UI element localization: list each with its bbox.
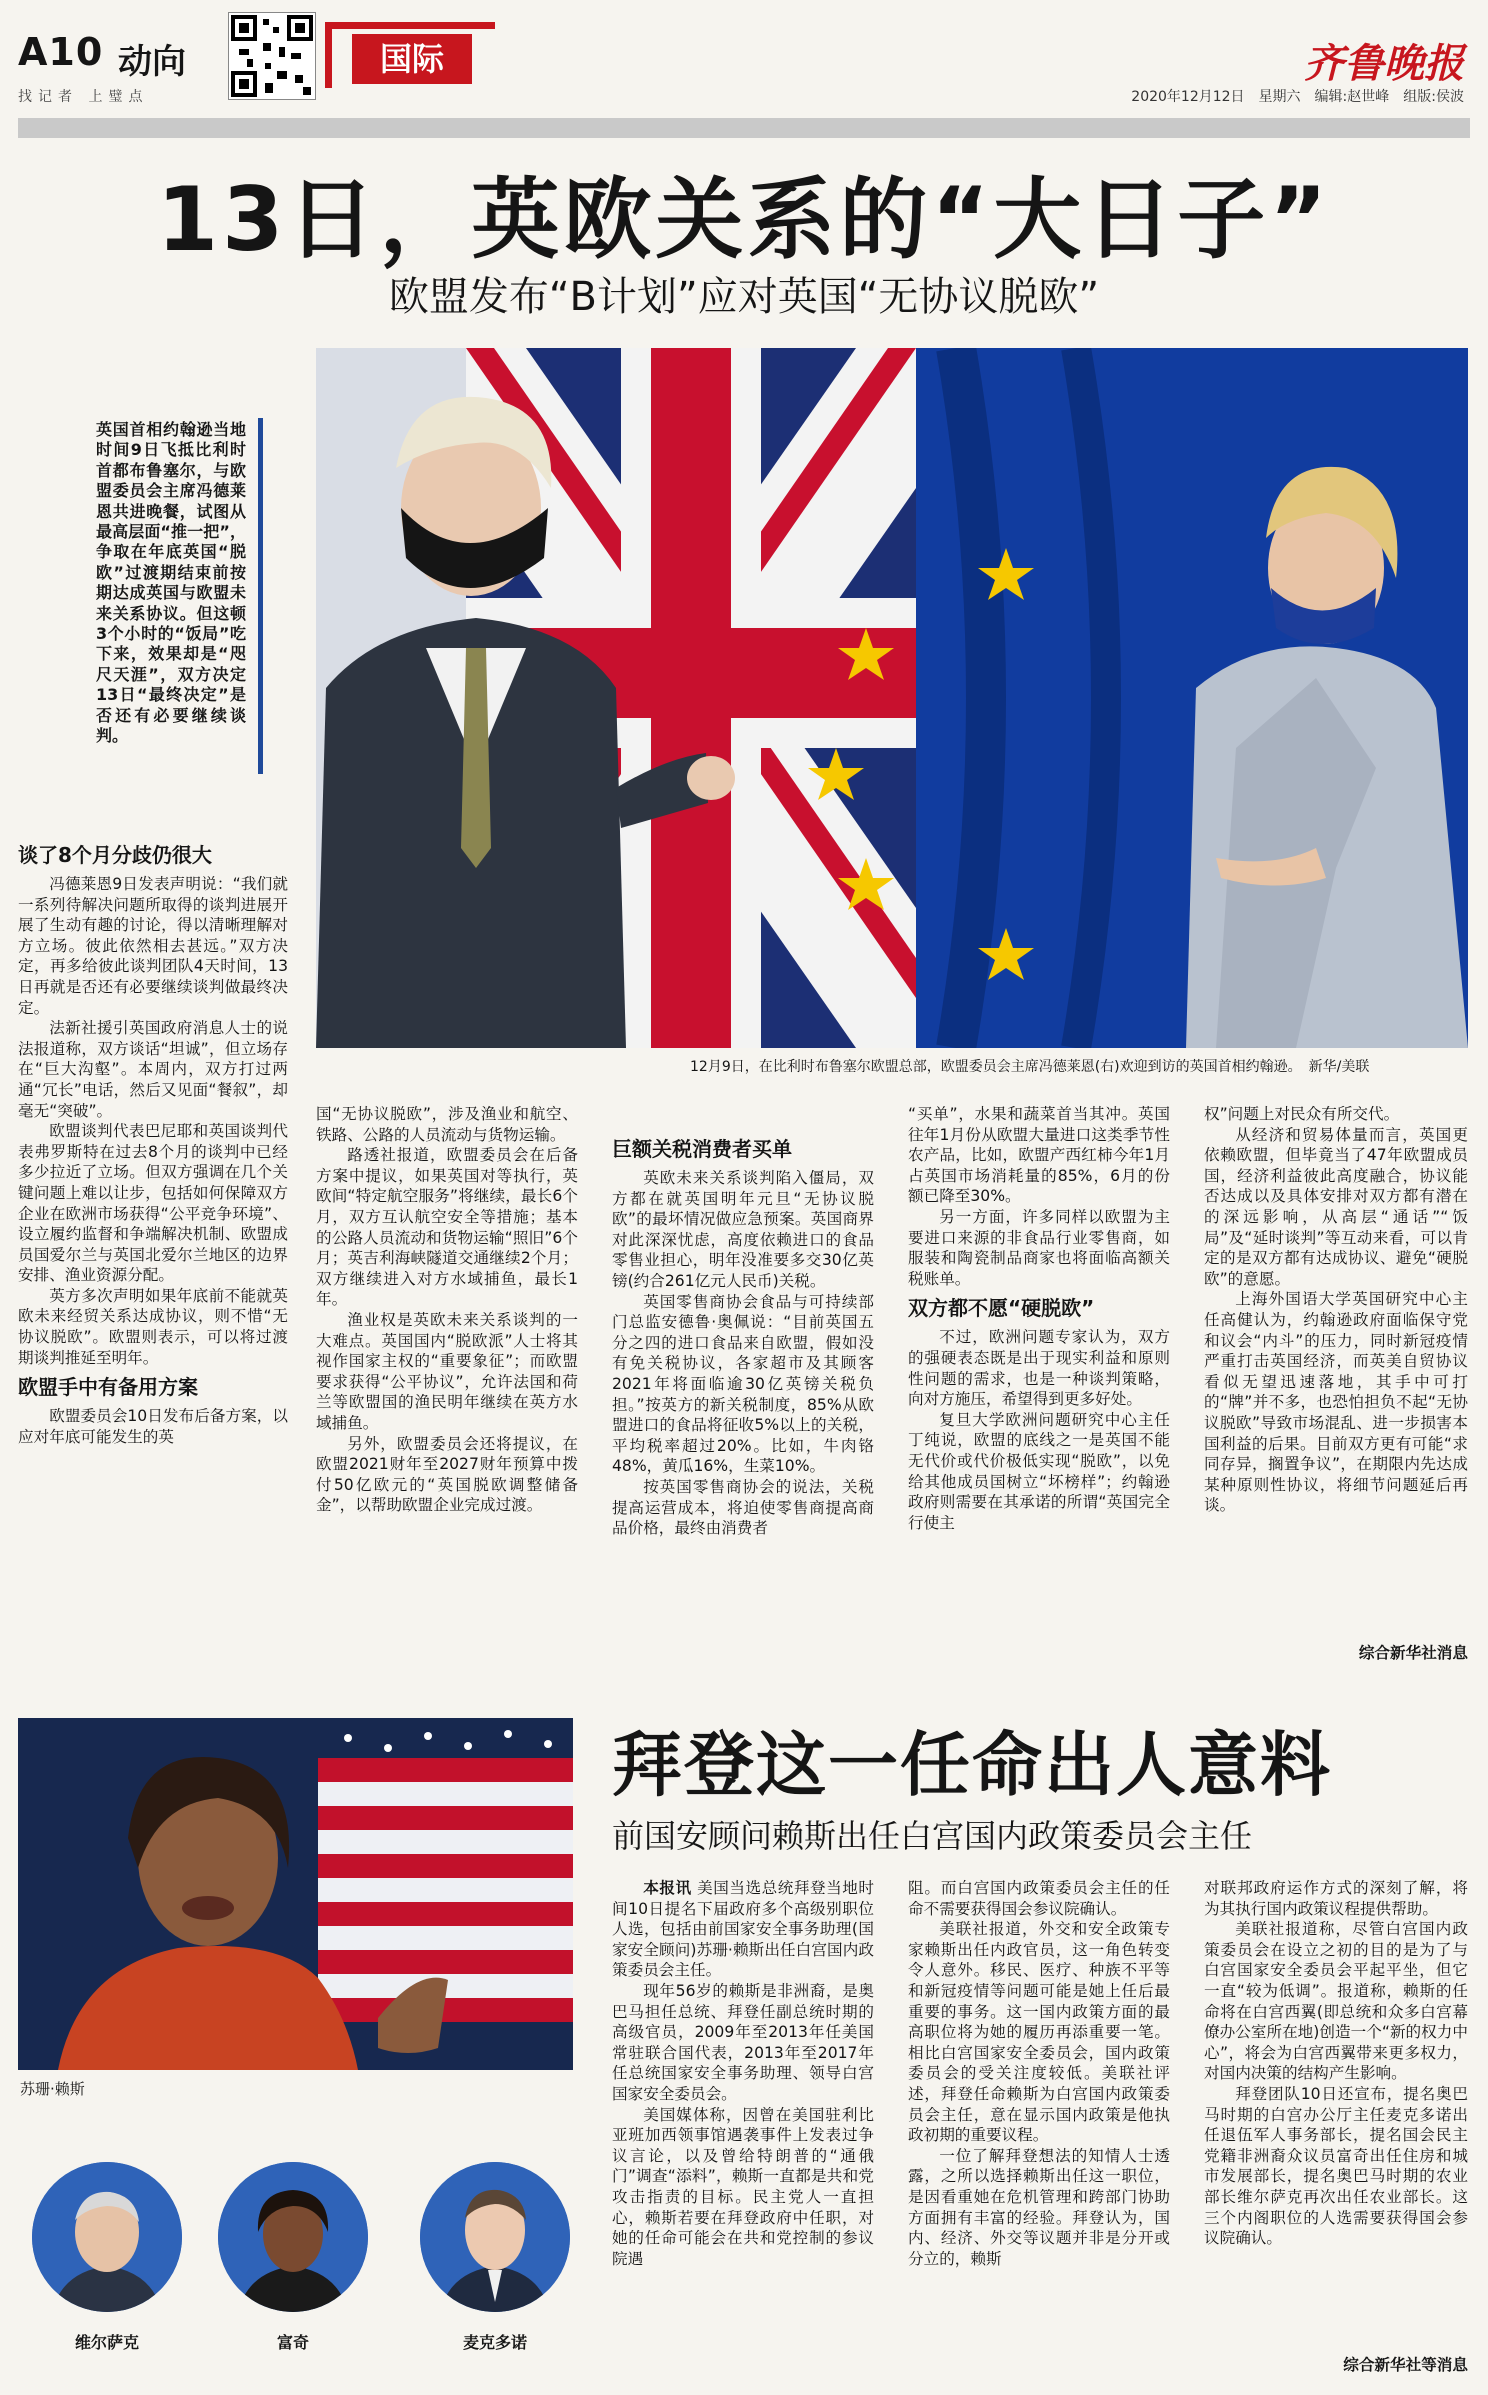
paragraph: 国“无协议脱欧”，涉及渔业和航空、铁路、公路的人员流动与货物运输。 [316,1105,578,1144]
portrait-fudge [218,2162,368,2312]
paragraph: 从经济和贸易体量而言，英国更依赖欧盟，但毕竟当了47年欧盟成员国，经济利益彼此高度融合，协议能否达成以及具体安排对双方都有潜在的深远影响，从高层“通话”“饭局”及“延时谈判”等互动来看，可以肯定的是双方都有达成协议、避免“硬脱欧”的意愿。 [1204,1125,1468,1288]
paragraph: 渔业权是英欧未来关系谈判的一大难点。英国国内“脱欧派”人士将其视作国家主权的“重要象征”；而欧盟要求获得“公平协议”，允许法国和荷兰等欧盟国的渔民明年继续在英方水域捕鱼。 [316,1310,578,1432]
portrait-name: 富奇 [276,2333,309,2352]
paragraph: 冯德莱恩9日发表声明说：“我们就一系列待解决问题所取得的谈判进展开展了生动有趣的讨论，得以清晰理解对方立场。彼此依然相去甚远。”双方决定，再多给彼此谈判团队4天时间，13日再就是否还有必要继续谈判做最终决定。 [18,875,288,1017]
story1-credit: 综合新华社消息 [1358,1644,1468,1663]
paragraph: 上海外国语大学英国研究中心主任高健认为，约翰逊政府面临保守党和议会“内斗”的压力，同时新冠疫情严重打击英国经济，而英美自贸协议看似无望迅速落地，其手中可打的“牌”并不多，也恐怕担负不起“无协议脱欧”导致市场混乱、进一步损害本国利益的后果。目前双方更有可能“求同存异，搁置争议”，在期限内先达成某种原则性协议，将细节问题延后再谈。 [1204,1290,1468,1515]
paragraph: 美联社报道称，尽管白宫国内政策委员会在设立之初的目的是为了与白宫国家安全委员会平起平坐，但它一直“较为低调”。报道称，赖斯的任命将在白宫西翼(即总统和众多白宫幕僚办公室所在地)创造一个“新的权力中心”，将会为白宫西翼带来更多权力，对国内决策的结构产生影响。 [1204,1920,1468,2083]
portrait-name: 麦克多诺 [462,2333,527,2352]
story1-photo-caption: 12月9日，在比利时布鲁塞尔欧盟总部，欧盟委员会主席冯德莱恩(右)欢迎到访的英国首相约翰逊。 新华/美联 [690,1059,1370,1075]
portrait-name: 维尔萨克 [74,2333,139,2352]
subheading: 双方都不愿“硬脱欧” [908,1296,1095,1321]
issue-meta: 2020年12月12日 星期六 编辑:赵世峰 组版:侯波 [1131,89,1464,105]
story1-headline: 13日，英欧关系的“大日子” [156,168,1332,271]
subheading: 欧盟手中有备用方案 [18,1375,198,1400]
story2-photo [18,1718,573,2070]
paragraph: 路透社报道，欧盟委员会在后备方案中提议，如果英国对等执行，英欧间“特定航空服务”将继续，最长6个月，双方互认航空安全等措施；基本的公路人员流动和货物运输“照旧”6个月；英吉利海峡隧道交通继续2个月；双方继续进入对方水域捕鱼，最长1年。 [316,1146,578,1309]
subheading: 谈了8个月分歧仍很大 [18,843,212,867]
story1-column-3 [612,1130,874,1539]
tagline: 找记者 上璧点 [18,89,149,105]
story1-column-2 [316,1104,578,1516]
paragraph: 另一方面，许多同样以欧盟为主要进口来源的非食品行业零售商，如服装和陶瓷制品商家也将面临高额关税账单。 [908,1207,1170,1288]
paragraph: 英国零售商协会食品与可持续部门总监安德鲁·奥佩说：“目前英国五分之四的进口食品来自欧盟，假如没有免关税协议，各家超市及其顾客2021年将面临逾30亿英镑关税负担。”按英方的新关税制度，85%从欧盟进口的食品将征收5%以上的关税，平均税率超过20%。比如，牛肉铬48%，黄瓜16%，生菜10%。 [612,1292,874,1476]
lead-accent-bar [258,418,263,774]
story2-column-2 [908,1878,1170,2269]
dateline: 本报讯 [643,1879,692,1897]
paragraph: 复旦大学欧洲问题研究中心主任丁纯说，欧盟的底线之一是英国不能无代价或代价极低实现“脱欧”，以免给其他成员国树立“坏榜样”；约翰逊政府则需要在其承诺的所谓“英国完全行使主 [908,1410,1170,1532]
qr-code-icon [228,12,316,100]
page-number: A10 [18,30,104,74]
story2-subhead: 前国安顾问赖斯出任白宫国内政策委员会主任 [612,1817,1253,1855]
story2-credit: 综合新华社等消息 [1343,2356,1468,2375]
paragraph: 一位了解拜登想法的知情人士透露，之所以选择赖斯出任这一职位，是因看重她在危机管理和跨部门协助方面拥有丰富的经验。拜登认为，国内、经济、外交等议题并非是分开或分立的，赖斯 [908,2146,1170,2268]
section-tag: 国际 [352,34,472,84]
paragraph: 拜登团队10日还宣布，提名奥巴马时期的白宫办公厅主任麦克多诺出任退伍军人事务部长，提名国会民主党籍非洲裔众议员富奇出任住房和城市发展部长，提名奥巴马时期的农业部长维尔萨克再次出任农业部长。这三个内阁职位的人选需要获得国会参议院确认。 [1204,2084,1468,2248]
story1-photo [316,348,1468,1048]
story1-column-5 [1204,1104,1468,1664]
paragraph: 法新社援引英国政府消息人士的说法报道称，双方谈话“坦诚”，但立场存在“巨大沟壑”。本周内，双方打过两通“冗长”电话，然后又见面“餐叙”，却毫无“突破”。 [18,1019,288,1120]
paragraph: 另外，欧盟委员会还将提议，在欧盟2021财年至2027财年预算中拨付50亿欧元的“英国脱欧调整储备金”，以帮助欧盟企业完成过渡。 [316,1434,578,1515]
paragraph: 英方多次声明如果年底前不能就英欧未来经贸关系达成协议，则不惜“无协议脱欧”。欧盟则表示，可以将过渡期谈判推延至明年。 [18,1286,288,1367]
newspaper-logo: 齐鲁晚报 [1304,40,1464,87]
paragraph: 欧盟谈判代表巴尼耶和英国谈判代表弗罗斯特在过去8个月的谈判中已经多少拉近了立场。但双方强调在几个关键问题上难以让步，包括如何保障双方企业在欧洲市场获得“公平竞争环境”、设立履约监督和争端解决机制、欧盟成员国爱尔兰与英国北爱尔兰地区的边界安排、渔业资源分配。 [18,1122,288,1285]
story2-photo-caption: 苏珊·赖斯 [20,2080,85,2098]
story1-subhead: 欧盟发布“B计划”应对英国“无协议脱欧” [388,274,1100,320]
paragraph: 不过，欧洲问题专家认为，双方的强硬表态既是出于现实利益和原则性问题的需求，也是一种谈判策略，向对方施压，希望得到更多好处。 [908,1328,1170,1409]
paragraph: “买单”，水果和蔬菜首当其冲。英国往年1月份从欧盟大量进口这类季节性农产品，比如，欧盟产西红柿今年1月占英国市场消耗量的85%，6月的份额已降至30%。 [908,1105,1170,1206]
paragraph: 对联邦政府运作方式的深刻了解，将为其执行国内政策议程提供帮助。 [1204,1879,1468,1918]
story1-column-1 [18,836,288,1644]
portrait-mcdonough [420,2162,570,2312]
story1-column-4 [908,1104,1170,1533]
story2-column-3 [1204,1878,1468,2376]
paragraph: 美联社报道，外交和安全政策专家赖斯出任内政官员，这一角色转变令人意外。移民、医疗、种族不平等和新冠疫情等问题可能是她上任后最重要的事务。这一国内政策方面的最高职位将为她的履历再添重要一笔。相比白宫国家安全委员会，国内政策委员会的受关注度较低。美联社评述，拜登任命赖斯为白宫国内政策委员会主任，意在显示国内政策是他执政初期的重要议程。 [908,1920,1170,2145]
portrait-vilsack [32,2162,182,2312]
paragraph: 阻。而白宫国内政策委员会主任的任命不需要获得国会参议院确认。 [908,1879,1170,1918]
paragraph: 欧盟委员会10日发布后备方案，以应对年底可能发生的英 [18,1407,288,1446]
paragraph: 按英国零售商协会的说法，关税提高运营成本，将迫使零售商提高商品价格，最终由消费者 [612,1477,874,1538]
paragraph: 美国媒体称，因曾在美国驻利比亚班加西领事馆遇袭事件上发表过争议言论，以及曾给特朗普的“通俄门”调查“添料”，赖斯一直都是共和党攻击指责的目标。民主党人一直担心，赖斯若要在拜登政府中任职，对她的任命可能会在共和党控制的参议院遇 [612,2105,874,2268]
story2-headline: 拜登这一任命出人意料 [612,1724,1332,1806]
paragraph: 英欧未来关系谈判陷入僵局，双方都在就英国明年元旦“无协议脱欧”的最坏情况做应急预案。英国商界对此深深忧虑，高度依赖进口的食品零售业担心，明年没准要多交30亿英镑(约合261亿元人民币)关税。 [612,1169,874,1290]
paragraph: 权”问题上对民众有所交代。 [1204,1105,1400,1123]
paragraph-text: 美国当选总统拜登当地时间10日提名下届政府多个高级别职位人选，包括由前国家安全事务助理(国家安全顾问)苏珊·赖斯出任白宫国内政策委员会主任。 [612,1879,874,1980]
subheading: 巨额关税消费者买单 [612,1137,792,1161]
section-name: 动向 [118,42,186,82]
story2-column-1 [612,1878,874,2269]
header-rule [18,118,1470,138]
paragraph [612,1878,874,1981]
paragraph: 现年56岁的赖斯是非洲裔，是奥巴马担任总统、拜登任副总统时期的高级官员，2009年至2013年任美国常驻联合国代表，2013年至2017年任总统国家安全事务助理、领导白宫国家安全委员会。 [612,1981,874,2103]
story1-lead: 英国首相约翰逊当地时间9日飞抵比利时首都布鲁塞尔，与欧盟委员会主席冯德莱恩共进晚餐，试图从最高层面“推一把”，争取在年底英国“脱欧”过渡期结束前按期达成英国与欧盟未来关系协议。但这顿3个小时的“饭局”吃下来，效果却是“咫尺天涯”，双方决定13日“最终决定”是否还有必要继续谈判。 [96,420,246,746]
